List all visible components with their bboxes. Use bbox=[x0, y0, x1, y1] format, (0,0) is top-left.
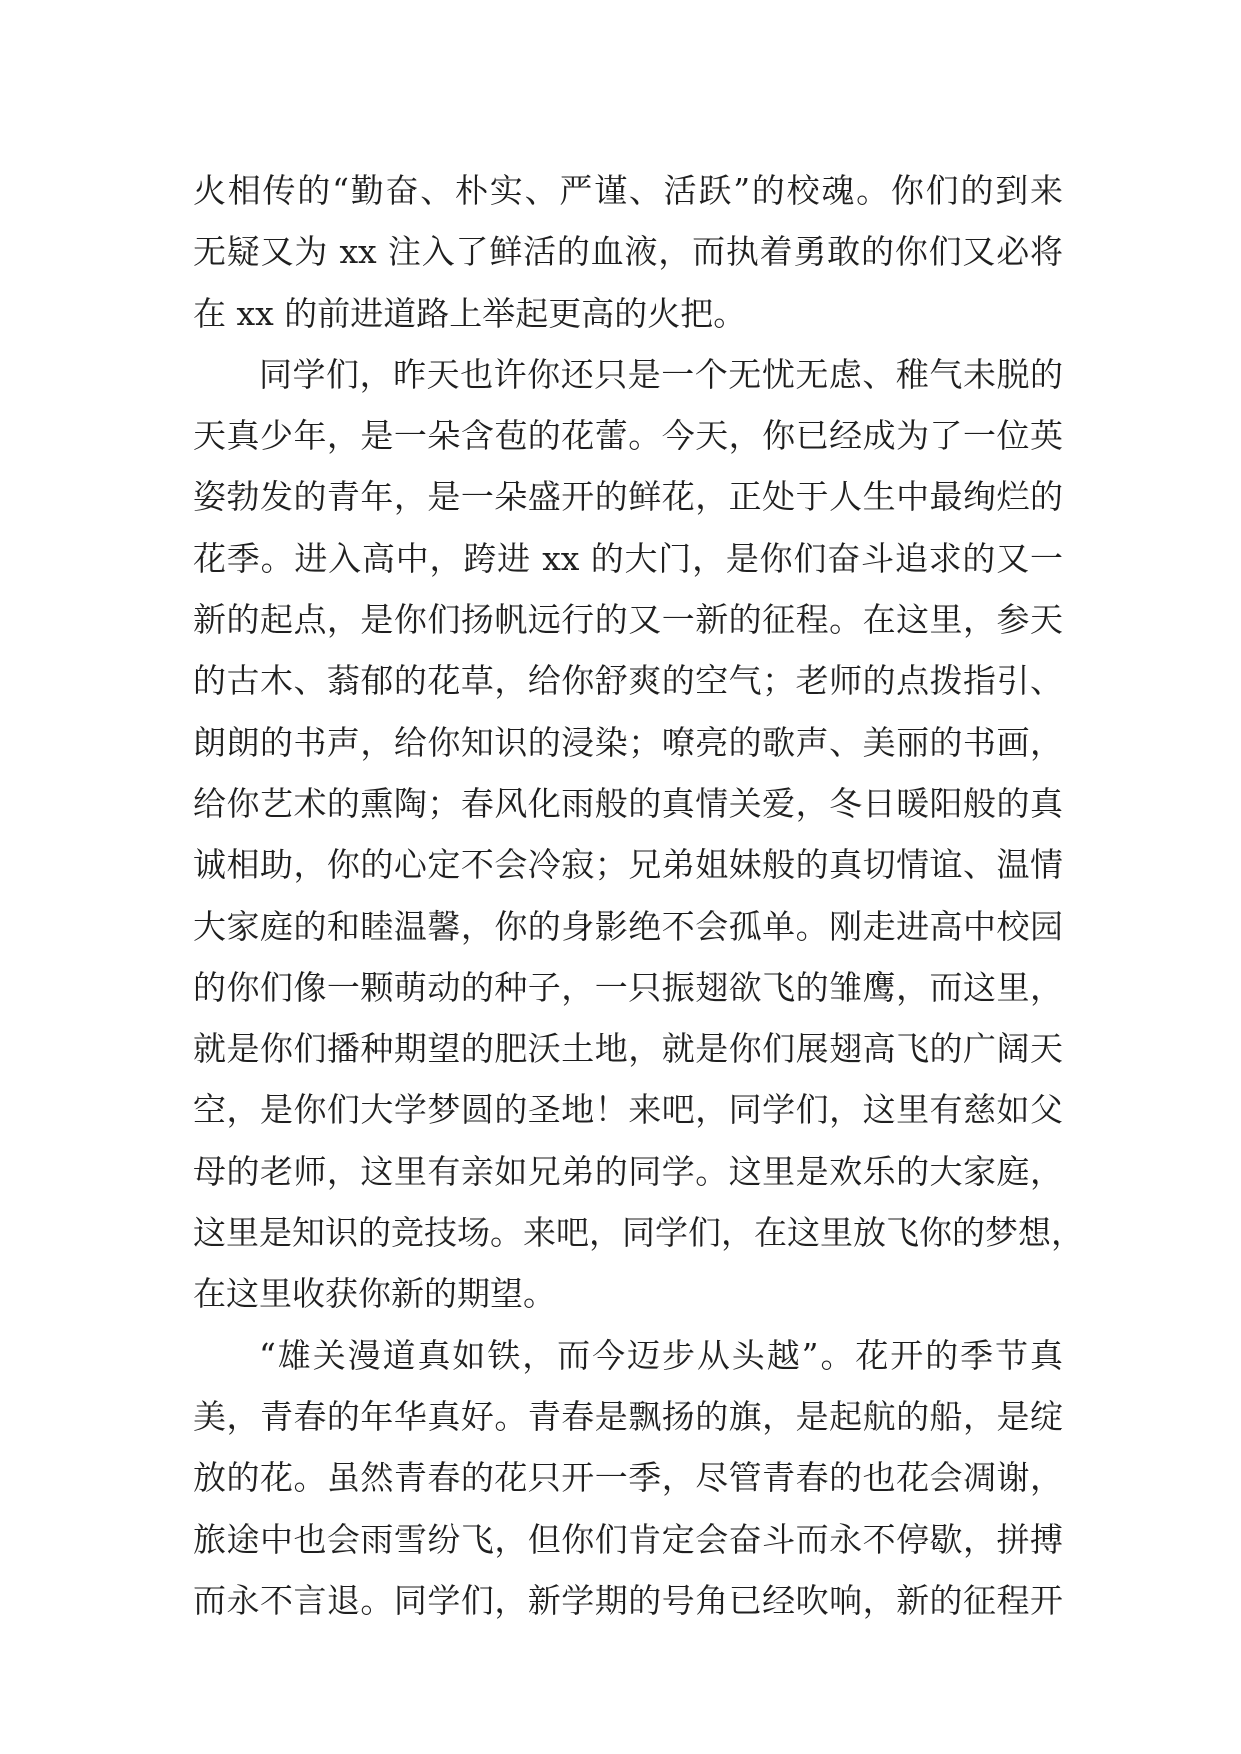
text-line: 旅途中也会雨雪纷飞，但你们肯定会奋斗而永不停歇，拼搏 bbox=[193, 1519, 1063, 1559]
text-line: 就是你们播种期望的肥沃土地，就是你们展翅高飞的广阔天 bbox=[193, 1029, 1063, 1069]
text-line: 在 xx 的前进道路上举起更高的火把。 bbox=[193, 293, 747, 333]
text-line: 大家庭的和睦温馨，你的身影绝不会孤单。刚走进高中校园 bbox=[193, 906, 1063, 946]
text-line: 朗朗的书声，给你知识的浸染；嘹亮的歌声、美丽的书画， bbox=[193, 722, 1063, 762]
text-line: 花季。进入高中，跨进 xx 的大门，是你们奋斗追求的又一 bbox=[193, 538, 1063, 578]
text-line: 同学们，昨天也许你还只是一个无忧无虑、稚气未脱的 bbox=[259, 354, 1063, 394]
text-line: 诚相助，你的心定不会冷寂；兄弟姐妹般的真切情谊、温情 bbox=[193, 845, 1063, 885]
body-text bbox=[193, 160, 1084, 1631]
text-line: 的你们像一颗萌动的种子，一只振翅欲飞的雏鹰，而这里， bbox=[193, 967, 1063, 1007]
text-line: 在这里收获你新的期望。 bbox=[193, 1274, 556, 1314]
text-line: 火相传的“勤奋、朴实、严谨、活跃”的校魂。你们的到来 bbox=[193, 171, 1063, 210]
text-line: 姿勃发的青年，是一朵盛开的鲜花，正处于人生中最绚烂的 bbox=[193, 477, 1063, 517]
text-line: 母的老师，这里有亲如兄弟的同学。这里是欢乐的大家庭， bbox=[193, 1151, 1063, 1191]
text-line: 美，青春的年华真好。青春是飘扬的旗，是起航的船，是绽 bbox=[193, 1396, 1063, 1436]
text-line: 的古木、蓊郁的花草，给你舒爽的空气；老师的点拨指引、 bbox=[193, 661, 1063, 701]
text-line: 天真少年，是一朵含苞的花蕾。今天，你已经成为了一位英 bbox=[193, 416, 1063, 456]
text-line: 给你艺术的熏陶；春风化雨般的真情关爱，冬日暖阳般的真 bbox=[193, 783, 1063, 823]
text-line: 而永不言退。同学们，新学期的号角已经吹响，新的征程开 bbox=[193, 1580, 1063, 1620]
text-line: 放的花。虽然青春的花只开一季，尽管青春的也花会凋谢， bbox=[193, 1458, 1063, 1498]
text-line: 无疑又为 xx 注入了鲜活的血液，而执着勇敢的你们又必将 bbox=[193, 232, 1063, 272]
text-line: 新的起点，是你们扬帆远行的又一新的征程。在这里，参天 bbox=[193, 600, 1063, 640]
text-line: 空，是你们大学梦圆的圣地！来吧，同学们，这里有慈如父 bbox=[193, 1090, 1063, 1130]
text-line: 这里是知识的竞技场。来吧，同学们，在这里放飞你的梦想， bbox=[193, 1213, 1084, 1253]
text-line: “雄关漫道真如铁，而今迈步从头越”。花开的季节真 bbox=[259, 1335, 1063, 1375]
